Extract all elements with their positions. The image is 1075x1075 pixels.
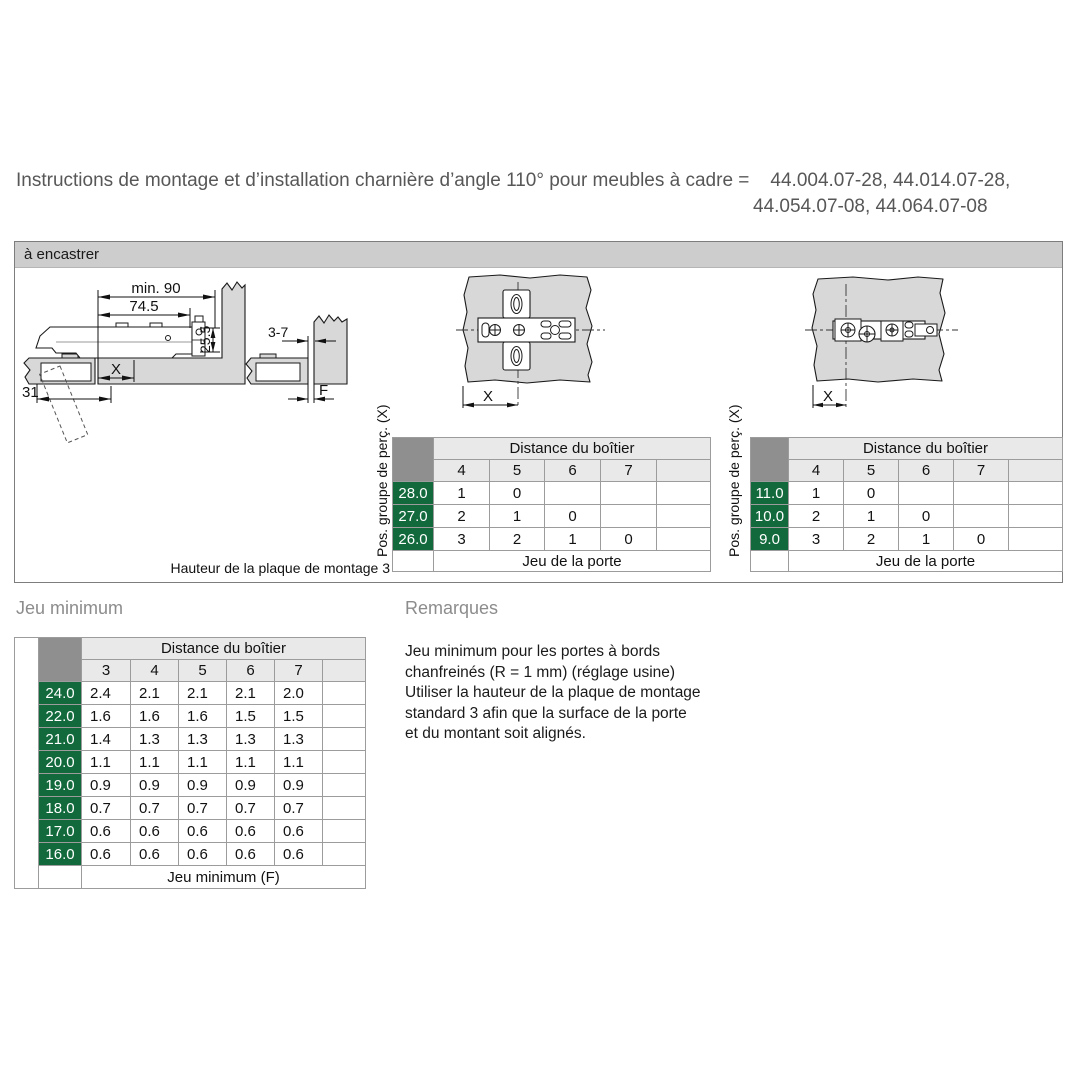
value-cell: 3	[789, 528, 844, 551]
remarks-section-title: Remarques	[405, 598, 499, 618]
value-cell	[954, 482, 1009, 505]
value-cell: 1.1	[131, 751, 179, 774]
value-cell: 1	[545, 528, 601, 551]
row-label-cell: 26.0	[393, 528, 434, 551]
vertical-label-drill-position-right: Pos. groupe de perç. (X)	[726, 404, 742, 557]
remarks-line: Utiliser la hauteur de la plaque de montage	[405, 684, 701, 702]
row-label-cell: 20.0	[39, 751, 82, 774]
row-label-cell: 21.0	[39, 728, 82, 751]
dim-3-7: 3-7	[268, 324, 289, 340]
value-cell: 0.6	[131, 843, 179, 866]
value-cell	[323, 774, 366, 797]
title-part-codes-line1: 44.004.07-28, 44.014.07-28,	[770, 170, 1011, 191]
hinge-side-view-drawing	[16, 268, 376, 445]
table-corner	[751, 438, 789, 482]
value-cell: 0.9	[131, 774, 179, 797]
table-footer: Jeu de la porte	[434, 551, 711, 572]
value-cell: 0.7	[275, 797, 323, 820]
value-cell: 0.7	[227, 797, 275, 820]
column-header: 4	[131, 660, 179, 682]
column-header: 6	[899, 460, 954, 482]
value-cell: 0	[954, 528, 1009, 551]
value-cell	[657, 528, 711, 551]
row-label-cell: 18.0	[39, 797, 82, 820]
value-cell	[545, 482, 601, 505]
section-banner: à encastrer	[15, 242, 1062, 268]
value-cell	[899, 482, 954, 505]
column-header	[323, 660, 366, 682]
row-label-cell: 24.0	[39, 682, 82, 705]
value-cell: 0.6	[82, 820, 131, 843]
value-cell: 1.4	[82, 728, 131, 751]
vertical-label-cell	[15, 638, 39, 889]
row-label-cell: 17.0	[39, 820, 82, 843]
value-cell: 1.3	[179, 728, 227, 751]
value-cell: 0	[844, 482, 899, 505]
table-header: Distance du boîtier	[789, 438, 1063, 460]
value-cell: 2.1	[227, 682, 275, 705]
value-cell: 1.5	[275, 705, 323, 728]
row-label-cell: 22.0	[39, 705, 82, 728]
dim-x-plate: X	[482, 388, 494, 405]
value-cell: 0.6	[131, 820, 179, 843]
column-header: 5	[490, 460, 545, 482]
vertical-label-drill-position-left: Pos. groupe de perç. (X)	[374, 404, 390, 557]
value-cell: 1	[434, 482, 490, 505]
column-header: 7	[954, 460, 1009, 482]
column-header	[657, 460, 711, 482]
value-cell: 0	[899, 505, 954, 528]
table-header: Distance du boîtier	[82, 638, 366, 660]
title-part-codes-line2: 44.054.07-08, 44.064.07-08	[753, 196, 988, 217]
value-cell: 2.0	[275, 682, 323, 705]
value-cell	[323, 728, 366, 751]
value-cell: 0.6	[179, 843, 227, 866]
row-label-cell: 28.0	[393, 482, 434, 505]
value-cell: 1.1	[227, 751, 275, 774]
value-cell: 0.9	[82, 774, 131, 797]
table-footer: Jeu minimum (F)	[82, 866, 366, 889]
value-cell: 0	[601, 528, 657, 551]
value-cell: 2.4	[82, 682, 131, 705]
row-label-cell: 16.0	[39, 843, 82, 866]
value-cell: 0.9	[227, 774, 275, 797]
mounting-plate-drawing	[455, 268, 705, 413]
value-cell: 1.3	[275, 728, 323, 751]
value-cell: 0.6	[82, 843, 131, 866]
value-cell: 0.6	[275, 820, 323, 843]
dim-f: F	[319, 382, 329, 399]
column-header: 7	[601, 460, 657, 482]
drill-position-table-left	[392, 437, 711, 572]
value-cell: 0.6	[227, 843, 275, 866]
row-label-cell: 9.0	[751, 528, 789, 551]
value-cell: 3	[434, 528, 490, 551]
value-cell: 0.6	[227, 820, 275, 843]
dim-x-side: X	[110, 361, 122, 378]
column-header: 6	[227, 660, 275, 682]
row-label-cell: 27.0	[393, 505, 434, 528]
minimum-gap-table	[14, 637, 366, 889]
value-cell: 1.1	[179, 751, 227, 774]
value-cell: 2.1	[131, 682, 179, 705]
remarks-line: et du montant soit alignés.	[405, 725, 586, 743]
value-cell	[1009, 505, 1063, 528]
remarks-text	[405, 642, 701, 745]
value-cell	[1009, 528, 1063, 551]
hinge-arm-drawing	[803, 268, 1068, 413]
value-cell: 1	[789, 482, 844, 505]
value-cell	[323, 751, 366, 774]
value-cell: 0	[490, 482, 545, 505]
column-header: 6	[545, 460, 601, 482]
drill-position-table-right	[750, 437, 1063, 572]
dim-x-arm: X	[822, 388, 834, 405]
value-cell: 1.6	[131, 705, 179, 728]
value-cell: 0.7	[131, 797, 179, 820]
value-cell: 1	[844, 505, 899, 528]
value-cell: 1.6	[179, 705, 227, 728]
value-cell	[657, 505, 711, 528]
value-cell: 1.3	[131, 728, 179, 751]
value-cell	[601, 505, 657, 528]
column-header: 4	[789, 460, 844, 482]
remarks-line: chanfreinés (R = 1 mm) (réglage usine)	[405, 663, 676, 681]
value-cell	[601, 482, 657, 505]
column-header: 5	[844, 460, 899, 482]
value-cell: 2	[844, 528, 899, 551]
mounting-plate-height-caption: Hauteur de la plaque de montage 3	[170, 560, 390, 576]
value-cell: 2	[490, 528, 545, 551]
title-main: Instructions de montage et d’installation charnière d’angle 110° pour meubles à cadre =	[16, 170, 750, 191]
value-cell: 1.3	[227, 728, 275, 751]
value-cell: 0.7	[82, 797, 131, 820]
remarks-line: Jeu minimum pour les portes à bords	[405, 643, 661, 660]
value-cell	[323, 843, 366, 866]
value-cell: 2	[789, 505, 844, 528]
value-cell	[657, 482, 711, 505]
table-footer: Jeu de la porte	[789, 551, 1063, 572]
column-header	[1009, 460, 1063, 482]
value-cell: 0.6	[275, 843, 323, 866]
value-cell: 1	[899, 528, 954, 551]
remarks-line: standard 3 afin que la surface de la porte	[405, 704, 687, 722]
column-header: 4	[434, 460, 490, 482]
value-cell: 0.6	[179, 820, 227, 843]
value-cell: 1.1	[275, 751, 323, 774]
value-cell: 1	[490, 505, 545, 528]
min-gap-section-title: Jeu minimum	[16, 598, 124, 618]
dim-min-90: min. 90	[131, 280, 181, 297]
column-header: 3	[82, 660, 131, 682]
value-cell: 1.1	[82, 751, 131, 774]
value-cell: 2.1	[179, 682, 227, 705]
column-header: 7	[275, 660, 323, 682]
value-cell: 0.9	[179, 774, 227, 797]
row-label-cell: 19.0	[39, 774, 82, 797]
value-cell	[1009, 482, 1063, 505]
dim-74-5: 74.5	[129, 298, 159, 315]
value-cell: 2	[434, 505, 490, 528]
value-cell: 0.7	[179, 797, 227, 820]
value-cell: 0.9	[275, 774, 323, 797]
column-header: 5	[179, 660, 227, 682]
row-label-cell: 11.0	[751, 482, 789, 505]
value-cell	[323, 682, 366, 705]
value-cell	[323, 820, 366, 843]
value-cell	[323, 705, 366, 728]
dim-25-5: 25.5	[197, 325, 213, 353]
dim-31: 31	[22, 384, 39, 401]
table-corner	[393, 438, 434, 482]
table-header: Distance du boîtier	[434, 438, 711, 460]
row-label-cell: 10.0	[751, 505, 789, 528]
value-cell	[323, 797, 366, 820]
document-title	[16, 170, 1010, 192]
table-corner	[39, 638, 82, 682]
value-cell: 0	[545, 505, 601, 528]
value-cell	[954, 505, 1009, 528]
value-cell: 1.5	[227, 705, 275, 728]
value-cell: 1.6	[82, 705, 131, 728]
